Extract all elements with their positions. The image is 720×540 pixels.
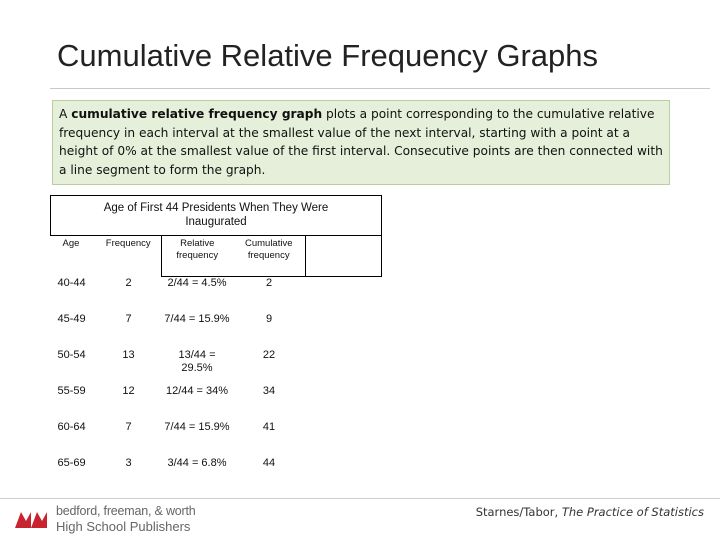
credit-authors: Starnes/Tabor, — [475, 505, 562, 519]
title-divider — [50, 88, 710, 89]
cell-cumulative-frequency: 34 — [262, 385, 276, 397]
definition-box — [52, 100, 670, 185]
table-header-row — [51, 236, 382, 277]
cell-empty — [306, 457, 382, 493]
cell-cumulative-frequency: 41 — [262, 421, 276, 433]
cell-age: 45-49 — [57, 313, 86, 325]
cell-cumulative-frequency: 22 — [262, 349, 276, 361]
cell-empty — [306, 349, 382, 385]
footer-divider — [0, 498, 720, 499]
header-cumulative-frequency: Cumulative frequency — [233, 236, 306, 277]
cell-frequency: 13 — [122, 349, 135, 361]
cell-age: 55-59 — [57, 385, 86, 397]
cell-relative-frequency: 13/44 = 29.5% — [178, 349, 216, 374]
cell-relative-frequency: 7/44 = 15.9% — [164, 313, 230, 325]
table-row — [51, 385, 382, 421]
header-relative-frequency: Relative frequency — [162, 236, 233, 277]
cell-frequency: 12 — [122, 385, 135, 397]
cell-cumulative-frequency: 44 — [262, 457, 276, 469]
table-row — [51, 313, 382, 349]
publisher-name: bedford, freeman, & worth — [56, 504, 196, 518]
definition-prefix: A — [59, 107, 72, 121]
cell-cumulative-frequency: 2 — [265, 277, 273, 289]
table-caption: Age of First 44 Presidents When They Were Inaugurated — [51, 196, 382, 236]
cell-age: 40-44 — [57, 276, 86, 289]
cell-frequency: 2 — [125, 276, 132, 289]
header-frequency: Frequency — [105, 238, 151, 249]
cell-relative-frequency: 2/44 = 4.5% — [167, 277, 227, 289]
table-row — [51, 277, 382, 314]
table-row — [51, 349, 382, 385]
cell-empty — [306, 313, 382, 349]
cell-frequency: 7 — [125, 313, 132, 325]
slide-title: Cumulative Relative Frequency Graphs — [57, 38, 599, 73]
definition-body: plots a point corresponding to the cumulative relative frequency in each interval at the smallest value of the next interval, starting with a point at a height of 0% at the smallest value of the first interval. Consecutive points are then connected with a line segment to form the graph. — [59, 107, 663, 177]
cell-age: 50-54 — [57, 349, 86, 361]
cell-age: 60-64 — [57, 421, 86, 433]
cell-empty — [306, 277, 382, 314]
definition-term: cumulative relative frequency graph — [71, 107, 323, 121]
cell-age: 65-69 — [57, 457, 86, 469]
header-age: Age — [62, 238, 80, 249]
cell-frequency: 3 — [125, 457, 132, 469]
cell-cumulative-frequency: 9 — [265, 313, 273, 325]
publisher-division: High School Publishers — [56, 519, 191, 534]
cell-relative-frequency: 12/44 = 34% — [165, 385, 229, 397]
macmillan-m-icon — [14, 508, 50, 530]
table-row — [51, 457, 382, 493]
table-body — [51, 277, 382, 494]
book-credit — [476, 505, 704, 519]
cell-relative-frequency: 7/44 = 15.9% — [164, 421, 230, 433]
credit-book-title: The Practice of Statistics — [561, 505, 704, 519]
cell-empty — [306, 421, 382, 457]
table-row — [51, 421, 382, 457]
cell-empty — [306, 385, 382, 421]
cell-relative-frequency: 3/44 = 6.8% — [167, 457, 227, 469]
publisher-logo — [14, 504, 196, 534]
cell-frequency: 7 — [125, 421, 132, 433]
frequency-table — [50, 195, 382, 493]
header-empty-cell — [306, 236, 382, 277]
